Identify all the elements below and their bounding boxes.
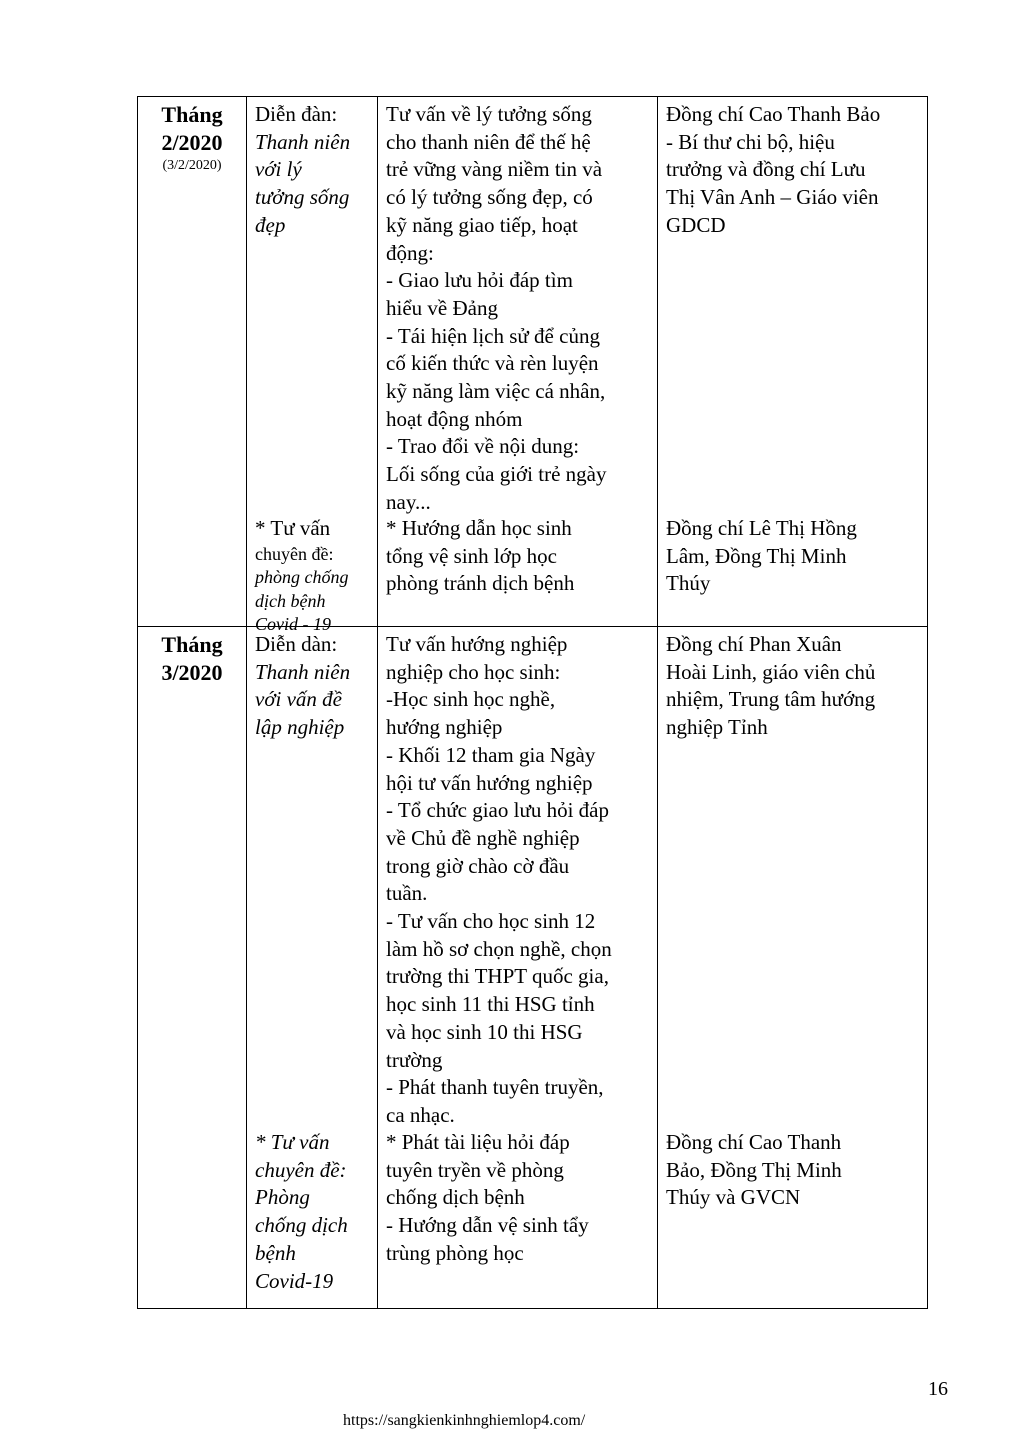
content-line: hiểu về Đảng bbox=[386, 295, 498, 320]
content-cell bbox=[378, 97, 658, 627]
topic-title-line: chuyên đề: bbox=[255, 1157, 347, 1182]
content-line: tổng vệ sinh lớp học bbox=[386, 543, 557, 568]
forum-prefix: Diễn đàn: bbox=[255, 102, 338, 126]
content-line: về Chủ đề nghề nghiệp bbox=[386, 825, 580, 850]
content-line: - Trao đổi về nội dung: bbox=[386, 434, 580, 459]
content-line: có lý tưởng sống đẹp, có bbox=[386, 185, 593, 210]
forum-title-line: với lý bbox=[255, 157, 302, 182]
activity-cell bbox=[247, 627, 378, 1309]
content-line: phòng tránh dịch bệnh bbox=[386, 571, 575, 596]
forum-title-line: tưởng sống bbox=[255, 185, 350, 210]
forum-title-line: Thanh niên bbox=[255, 129, 351, 154]
month-label: Tháng bbox=[161, 102, 223, 127]
content-line: trong giờ chào cờ đầu bbox=[386, 853, 570, 878]
owner-line: nhiệm, Trung tâm hướng bbox=[666, 687, 876, 712]
content-line: - Giao lưu hỏi đáp tìm bbox=[386, 268, 573, 293]
owner-block bbox=[666, 631, 919, 742]
content-line: kỹ năng làm việc cá nhân, bbox=[386, 379, 606, 404]
footer-url[interactable]: https://sangkienkinhnghiemlop4.com/ bbox=[343, 1412, 586, 1429]
content-line: - Hướng dẫn vệ sinh tẩy bbox=[386, 1213, 589, 1238]
topic-prefix: * Tư vấn bbox=[255, 516, 331, 540]
month-cell bbox=[138, 97, 247, 627]
forum-title-line: lập nghiệp bbox=[255, 715, 345, 740]
date-note: (3/2/2020) bbox=[162, 158, 222, 174]
month-value: 2/2020 bbox=[161, 129, 223, 155]
content-line: trẻ vững vàng niềm tin và bbox=[386, 157, 603, 182]
topic-block bbox=[255, 1129, 369, 1295]
content-cell bbox=[378, 627, 658, 1309]
content-line: tuần. bbox=[386, 881, 428, 906]
content-block bbox=[386, 515, 649, 598]
owner-line: trưởng và đồng chí Lưu bbox=[666, 157, 866, 182]
content-line: và học sinh 10 thi HSG bbox=[386, 1019, 583, 1044]
content-line: ca nhạc. bbox=[386, 1102, 455, 1127]
page-number: 16 bbox=[928, 1378, 948, 1400]
content-line: nay... bbox=[386, 489, 431, 514]
month-value: 3/2020 bbox=[161, 659, 223, 685]
owner-block bbox=[666, 515, 919, 598]
month-label: Tháng bbox=[161, 632, 223, 657]
content-line: động: bbox=[386, 240, 434, 265]
content-line: - Tái hiện lịch sử để củng bbox=[386, 323, 600, 348]
owner-line: - Bí thư chi bộ, hiệu bbox=[666, 129, 835, 154]
content-line: Lối sống của giới trẻ ngày bbox=[386, 462, 607, 487]
content-line: hội tư vấn hướng nghiệp bbox=[386, 770, 593, 795]
table-row bbox=[138, 627, 928, 1309]
content-line: hướng nghiệp bbox=[386, 715, 503, 740]
content-line: - Khối 12 tham gia Ngày bbox=[386, 742, 596, 767]
content-block bbox=[386, 1129, 649, 1268]
content-line: - Tổ chức giao lưu hỏi đáp bbox=[386, 798, 609, 823]
content-block bbox=[386, 101, 649, 517]
topic-title-line: phòng chống bbox=[255, 567, 349, 588]
topic-title-line: Phòng bbox=[255, 1185, 310, 1210]
forum-title-line: với vấn đề bbox=[255, 687, 343, 712]
owner-line: Đồng chí Phan Xuân bbox=[666, 632, 842, 656]
owner-line: Thúy bbox=[666, 571, 711, 596]
topic-title-line: bệnh bbox=[255, 1240, 296, 1265]
owner-line: Thúy và GVCN bbox=[666, 1185, 801, 1210]
content-line: học sinh 11 thi HSG tỉnh bbox=[386, 992, 595, 1017]
topic-title-line: chống dịch bbox=[255, 1213, 348, 1238]
topic-title-line: dịch bệnh bbox=[255, 590, 326, 611]
content-line: * Phát tài liệu hỏi đáp bbox=[386, 1130, 570, 1154]
topic-title-line: * Tư vấn bbox=[255, 1130, 330, 1154]
content-line: làm hồ sơ chọn nghề, chọn bbox=[386, 936, 612, 961]
content-line: cho thanh niên để thế hệ bbox=[386, 129, 591, 154]
month-cell bbox=[138, 627, 247, 1309]
forum-title-line: Thanh niên bbox=[255, 659, 351, 684]
content-line: trường bbox=[386, 1047, 443, 1072]
content-line: cố kiến thức và rèn luyện bbox=[386, 351, 599, 376]
topic-block bbox=[255, 515, 369, 637]
owner-line: Bảo, Đồng Thị Minh bbox=[666, 1157, 842, 1182]
forum-prefix: Diễn dàn: bbox=[255, 632, 338, 656]
owner-cell bbox=[658, 627, 928, 1309]
content-line: * Hướng dẫn học sinh bbox=[386, 516, 572, 540]
owner-line: Lâm, Đồng Thị Minh bbox=[666, 543, 847, 568]
content-line: Tư vấn về lý tưởng sống bbox=[386, 102, 592, 126]
topic-title-line: Covid - 19 bbox=[255, 614, 331, 635]
content-line: hoạt động nhóm bbox=[386, 406, 523, 431]
owner-line: Đồng chí Cao Thanh bbox=[666, 1130, 842, 1154]
owner-line: Đồng chí Cao Thanh Bảo bbox=[666, 102, 881, 126]
table-row bbox=[138, 97, 928, 627]
content-line: kỹ năng giao tiếp, hoạt bbox=[386, 212, 578, 237]
owner-line: GDCD bbox=[666, 212, 726, 237]
content-line: - Tư vấn cho học sinh 12 bbox=[386, 909, 596, 934]
activity-cell bbox=[247, 97, 378, 635]
owner-line: nghiệp Tỉnh bbox=[666, 715, 768, 740]
topic-title-line: chuyên đề: bbox=[255, 543, 334, 564]
plan-table bbox=[137, 96, 928, 1309]
content-line: nghiệp cho học sinh: bbox=[386, 659, 561, 684]
forum-block bbox=[255, 101, 369, 240]
content-line: Tư vấn hướng nghiệp bbox=[386, 632, 568, 656]
content-line: -Học sinh học nghề, bbox=[386, 687, 556, 712]
content-line: tuyên tryền về phòng bbox=[386, 1157, 564, 1182]
owner-cell bbox=[658, 97, 928, 627]
owner-block bbox=[666, 101, 919, 240]
owner-line: Thị Vân Anh – Giáo viên bbox=[666, 185, 879, 210]
content-line: chống dịch bệnh bbox=[386, 1185, 525, 1210]
topic-title-line: Covid-19 bbox=[255, 1268, 334, 1293]
owner-block bbox=[666, 1129, 919, 1212]
owner-line: Hoài Linh, giáo viên chủ bbox=[666, 659, 876, 684]
content-line: - Phát thanh tuyên truyền, bbox=[386, 1075, 604, 1100]
forum-block bbox=[255, 631, 369, 742]
forum-title-line: đẹp bbox=[255, 212, 286, 237]
content-block bbox=[386, 631, 649, 1130]
owner-line: Đồng chí Lê Thị Hồng bbox=[666, 516, 857, 540]
content-line: trường thi THPT quốc gia, bbox=[386, 964, 609, 989]
content-line: trùng phòng học bbox=[386, 1240, 524, 1265]
